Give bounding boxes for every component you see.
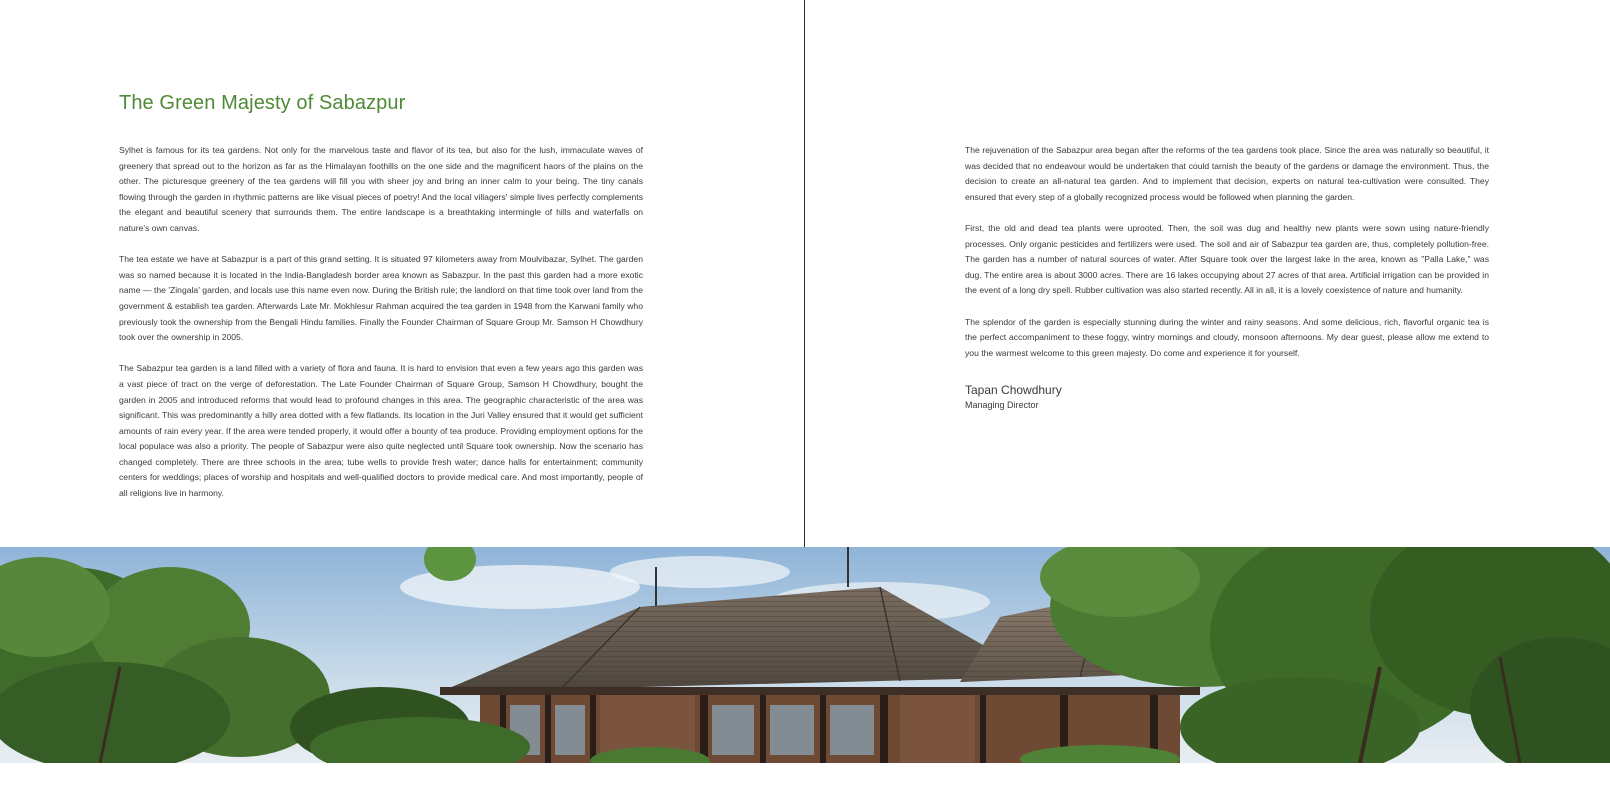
left-paragraph-3: The Sabazpur tea garden is a land filled with a variety of flora and fauna. It is hard to envision that even a few years ago this garden was a vast piece of tract on the verge of deforestation. The Late Founder Chairman of Square Group, Samson H Chowdhury, bought the garden in 2005 and introduced reforms that would lead to profound changes in this area. The geographic characteristic of the area was significant. This was predominantly a hilly area dotted with a few flatlands. Its location in the Juri Valley ensured that it would get sufficient amounts of rain every year. If the area were tended properly, it would offer a bounty of tea produce. Providing employment options for the local populace was also a priority. The people of Sabazpur were also quite neglected until Square took ownership. Now the scenario has changed completely. There are three schools in the area; tube wells to provide fresh water; dance halls for entertainment; community centers for weddings; places of worship and hospitals and well-qualified doctors to provide medical care. And most importantly, people of all religions live in harmony. [119,363,643,499]
bungalow-photo-illustration [0,547,1610,763]
page-title: The Green Majesty of Sabazpur [119,92,406,114]
page-divider [804,0,805,548]
signature-name: Tapan Chowdhury [965,383,1062,398]
right-paragraph-1: The rejuvenation of the Sabazpur area began after the reforms of the tea gardens took place. Since the area was naturally so beautiful, it was decided that no endeavour would be undertaken that could tarnish the beauty of the gardens or damage the environment. Thus, the decision to create an all-natural tea garden. And to implement that decision, experts on natural tea-cultivation were consulted. They ensured that every step of a globally recognized process would be followed when planning the garden. [965,145,1489,202]
left-page-column [119,92,643,517]
left-paragraph-2: The tea estate we have at Sabazpur is a part of this grand setting. It is situated 97 kilometers away from Moulvibazar, Sylhet. The garden was so named because it is located in the India-Bangladesh border area known as Sabazpur. In the past this garden had a more exotic name — the 'Zingala' garden, and locals use this name even now. During the British rule; the landlord on that time took over land from the government & establish tea garden. Afterwards Late Mr. Mokhlesur Rahman acquired the tea garden in 1948 from the Karwani family who previously took the ownership from the Bengali Hindu families. Finally the Founder Chairman of Square Group Mr. Samson H Chowdhury took over the ownership in 2005. [119,254,643,343]
signature-title: Managing Director [965,400,1039,411]
right-page-column [965,143,1489,410]
left-paragraph-1: Sylhet is famous for its tea gardens. Not only for the marvelous taste and flavor of its tea, but also for the lush, immaculate waves of greenery that spread out to the horizon as far as the Himalayan foothills on the one side and the magnificent haors of the plains on the other. The picturesque greenery of the tea gardens will fill you with sheer joy and bring an inner calm to your being. The tiny canals flowing through the garden in rhythmic patterns are like visual pieces of poetry! And the local villagers' simple lives perfectly complements the elegant and beautiful scenery that surrounds them. The entire landscape is a breathtaking intermingle of hills and waterfalls on nature's own canvas. [119,145,643,233]
right-paragraph-2: First, the old and dead tea plants were uprooted. Then, the soil was dug and healthy new plants were sown using nature-friendly processes. Only organic pesticides and fertilizers were used. The soil and air of Sabazpur tea garden are, thus, completely pollution-free. The garden has a number of natural sources of water. After Square took over the largest lake in the area, known as "Palla Lake," was dug. The entire area is about 3000 acres. There are 16 lakes occupying about 27 acres of that area. Artificial irrigation can be provided in the event of a long dry spell. Rubber cultivation was also started recently. All in all, it is a lovely coexistence of nature and humanity. [965,222,1489,296]
right-paragraph-3: The splendor of the garden is especially stunning during the winter and rainy seasons. And some delicious, rich, flavorful organic tea is the perfect accompaniment to these foggy, wintry mornings and cloudy, monsoon afternoons. My dear guest, please allow me extend to you the warmest welcome to this green majesty. Do come and experience it for yourself. [965,316,1489,358]
bungalow-photo [0,547,1610,763]
